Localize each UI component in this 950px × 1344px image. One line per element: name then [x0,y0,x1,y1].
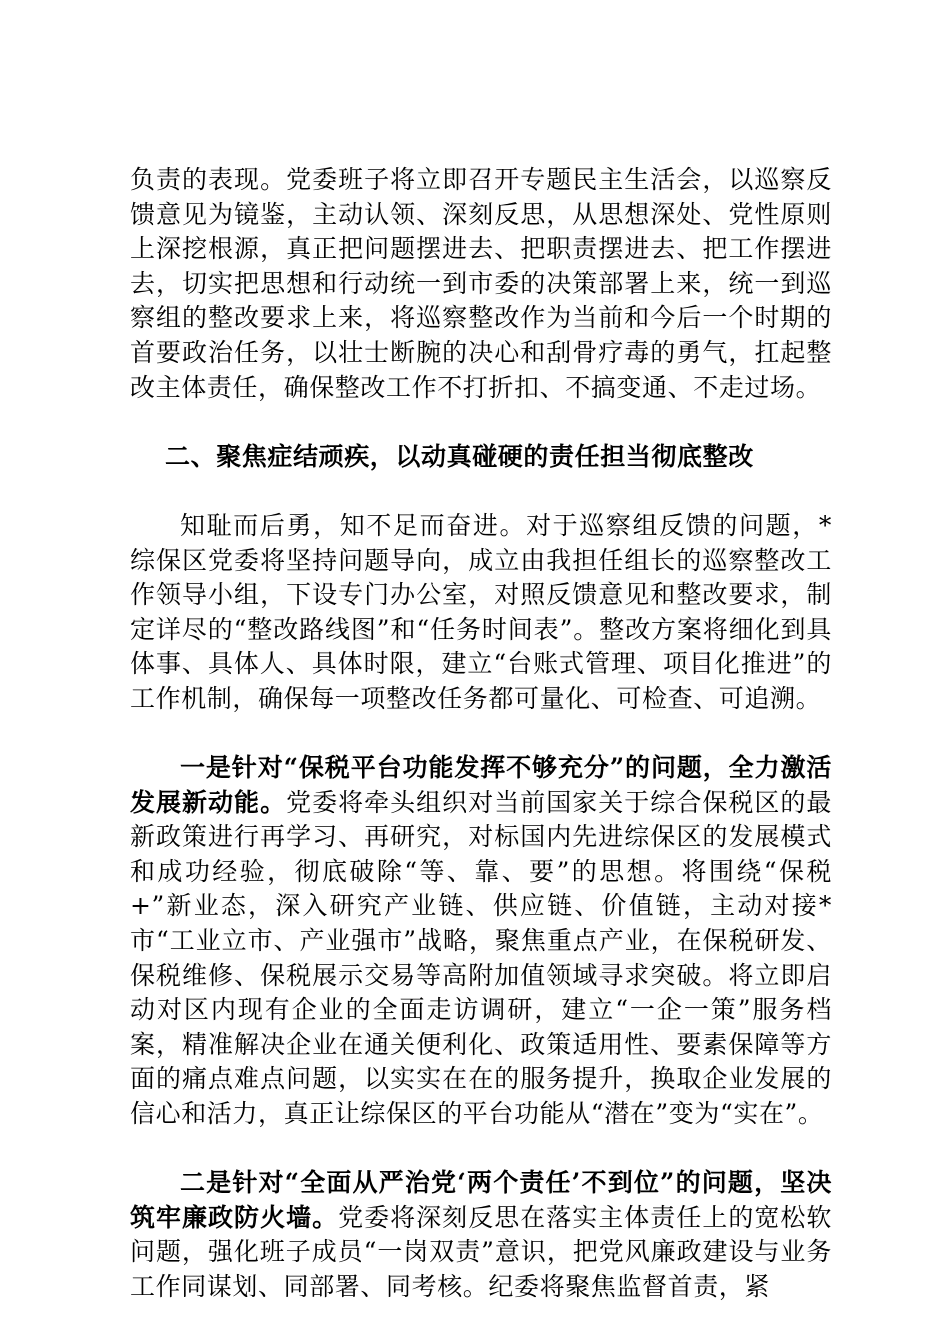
paragraph-item-one [130,751,832,1132]
paragraph-text: 知耻而后勇，知不足而奋进。对于巡察组反馈的问题，*综保区党委将坚持问题导向，成立由我担任组长的巡察整改工作领导小组，下设专门办公室，对照反馈意见和整改要求，制定详尽的“整改路线图”和“任务时间表”。整改方案将细化到具体事、具体人、具体时限，建立“台账式管理、项目化推进”的工作机制，确保每一项整改任务都可量化、可检查、可追溯。 [130,510,832,713]
paragraph-continuation [130,163,832,405]
paragraph-text: 党委将牵头组织对当前国家关于综合保税区的最新政策进行再学习、再研究，对标国内先进综保区的发展模式和成功经验，彻底破除“等、靠、要”的思想。将围绕“保税+”新业态，深入研究产业链、供应链、价值链，主动对接*市“工业立市、产业强市”战略，聚焦重点产业，在保税研发、保税维修、保税展示交易等高附加值领域寻求突破。将立即启动对区内现有企业的全面走访调研，建立“一企一策”服务档案，精准解决企业在通关便利化、政策适用性、要素保障等方面的痛点难点问题，以实实在在的服务提升，换取企业发展的信心和活力，真正让综保区的平台功能从“潜在”变为“实在”。 [130,787,832,1129]
paragraph-text: 负责的表现。党委班子将立即召开专题民主生活会，以巡察反馈意见为镜鉴，主动认领、深刻反思，从思想深处、党性原则上深挖根源，真正把问题摆进去、把职责摆进去、把工作摆进去，切实把思想和行动统一到市委的决策部署上来，统一到巡察组的整改要求上来，将巡察整改作为当前和今后一个时期的首要政治任务，以壮士断腕的决心和刮骨疗毒的勇气，扛起整改主体责任，确保整改工作不打折扣、不搞变通、不走过场。 [130,165,832,402]
paragraph-lead: 一是针对“保税平台功能发挥不够充分”的问题，全力激活发展新动能。 [130,753,832,817]
section-heading-text: 二、聚焦症结顽疾，以动真碰硬的责任担当彻底整改 [165,441,754,471]
paragraph-item-two [130,1166,832,1304]
paragraph-text: 党委将深刻反思在落实主体责任上的宽松软问题，强化班子成员“一岗双责”意识，把党风廉政建设与业务工作同谋划、同部署、同考核。纪委将聚焦监督首责，紧 [130,1202,832,1301]
paragraph-lead: 二是针对“全面从严治党‘两个责任’不到位”的问题，坚决筑牢廉政防火墙。 [130,1168,832,1232]
section-heading [130,440,832,475]
paragraph-intro [130,509,832,717]
document-body [130,163,832,1305]
